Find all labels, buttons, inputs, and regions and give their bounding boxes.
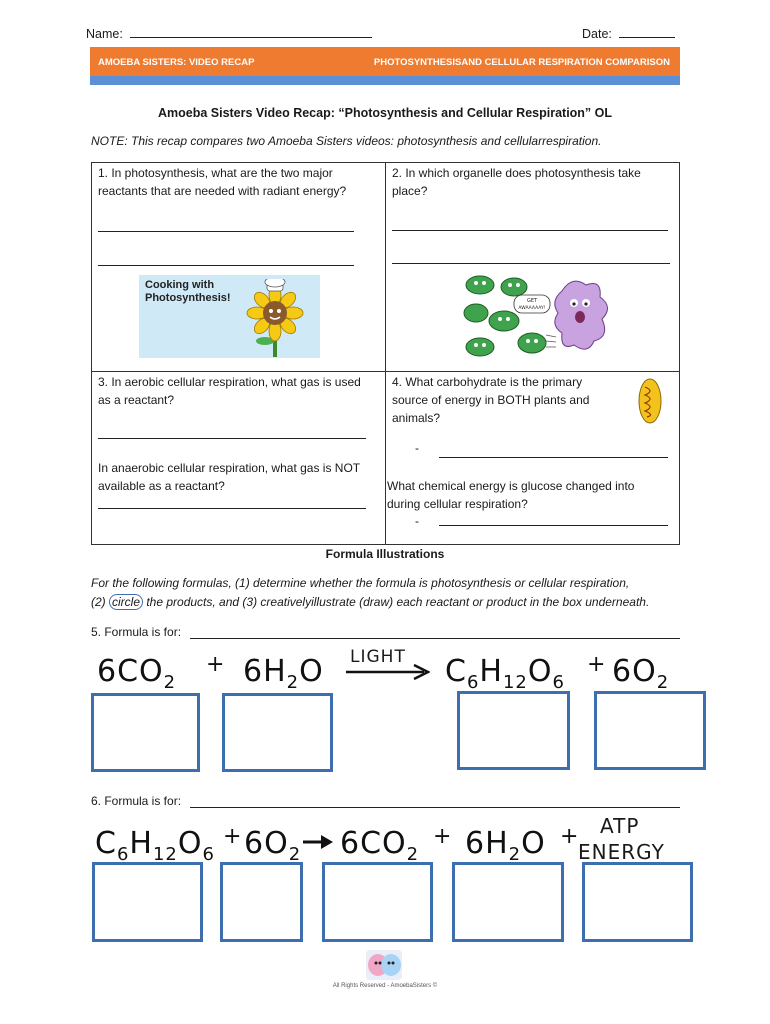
- q2-answer-line-2[interactable]: [392, 263, 670, 264]
- f6-draw-box-5[interactable]: [582, 862, 693, 942]
- chloroplasts-amoeba-image: [462, 271, 620, 361]
- f5-reactant-h2o: $6H_2O$: [243, 654, 324, 693]
- f6-atp-label: ATP: [600, 814, 640, 838]
- formula-5-label: 5. Formula is for:: [91, 625, 182, 639]
- name-row: [86, 27, 372, 41]
- q4b-dash: -: [415, 514, 419, 528]
- f6-product-h2o: $6H_2O$: [465, 826, 546, 865]
- formula-6-label: 6. Formula is for:: [91, 794, 182, 808]
- formula-section-heading: Formula Illustrations: [325, 547, 445, 561]
- f6-draw-box-3[interactable]: [322, 862, 433, 942]
- f5-draw-box-1[interactable]: [91, 693, 200, 772]
- banner-left-text: AMOEBA SISTERS: VIDEO RECAP: [98, 57, 255, 68]
- cooking-image-caption: Cooking with Photosynthesis!: [145, 279, 231, 304]
- question-3a: 3. In aerobic cellular respiration, what gas is used as a reactant?: [98, 375, 361, 407]
- page-title: Amoeba Sisters Video Recap: “Photosynthesis and Cellular Respiration” OL: [157, 106, 613, 120]
- question-2: 2. In which organelle does photosynthesis take place?: [392, 166, 641, 198]
- date-row: [582, 27, 675, 41]
- note-text: NOTE: This recap compares two Amoeba Sisters videos: photosynthesis and cellularrespiration.: [91, 134, 602, 148]
- q3b-answer-line[interactable]: [98, 508, 366, 509]
- formula-instructions-line-2: [91, 595, 649, 609]
- f6-reactant-glucose: $C_6H_{12}O_6$: [95, 826, 215, 865]
- question-1: 1. In photosynthesis, what are the two major reactants that are needed with radiant energy?: [98, 166, 347, 198]
- grid-divider-horizontal: [92, 371, 679, 372]
- name-field[interactable]: [130, 37, 372, 38]
- f5-draw-box-2[interactable]: [222, 693, 333, 772]
- f5-plus-1: +: [206, 652, 226, 677]
- mitochondria-icon: [637, 377, 663, 425]
- f5-product-o2: $6O_2$: [612, 654, 670, 693]
- f6-plus-2: +: [433, 824, 453, 849]
- f5-arrow-icon: [344, 664, 430, 680]
- sunflower-chef-icon: [235, 279, 317, 357]
- formula-6-row: [91, 794, 681, 808]
- date-field[interactable]: [619, 37, 675, 38]
- q4b-answer-line[interactable]: [439, 525, 668, 526]
- amoeba-sisters-logo: [366, 950, 402, 980]
- f5-draw-box-4[interactable]: [594, 691, 706, 770]
- q1-answer-line-1[interactable]: [98, 231, 354, 232]
- formula-5-row: [91, 625, 681, 639]
- f5-reactant-co2: $6CO_2$: [97, 654, 177, 693]
- grid-divider-vertical: [385, 163, 386, 544]
- f6-arrow-icon: [301, 834, 335, 850]
- f6-plus-1: +: [223, 824, 243, 849]
- f6-draw-box-1[interactable]: [92, 862, 203, 942]
- f6-energy-label: ENERGY: [578, 840, 665, 864]
- q4a-answer-line[interactable]: [439, 457, 668, 458]
- f6-reactant-o2: $6O_2$: [244, 826, 302, 865]
- q4a-dash: -: [415, 441, 419, 455]
- instr-2a: (2): [91, 595, 109, 609]
- f6-draw-box-2[interactable]: [220, 862, 303, 942]
- q2-answer-line-1[interactable]: [392, 230, 668, 231]
- circle-word: circle: [109, 594, 143, 610]
- question-grid: [91, 162, 680, 545]
- question-4b: What chemical energy is glucose changed into during cellular respiration?: [387, 479, 635, 511]
- banner-strip: [90, 76, 680, 85]
- question-4a: 4. What carbohydrate is the primary source of energy in BOTH plants and animals?: [392, 375, 590, 425]
- f5-draw-box-3[interactable]: [457, 691, 570, 770]
- q3a-answer-line[interactable]: [98, 438, 366, 439]
- footer-copyright: All Rights Reserved - AmoebaSisters ©: [332, 983, 438, 989]
- f5-light-label: LIGHT: [350, 647, 406, 667]
- cooking-photosynthesis-image: [139, 275, 320, 358]
- banner: [90, 47, 680, 76]
- f5-product-glucose: $C_6H_{12}O_6$: [445, 654, 565, 693]
- formula-5-answer-line[interactable]: [190, 638, 680, 639]
- f5-plus-2: +: [587, 652, 607, 677]
- question-3b: In anaerobic cellular respiration, what gas is NOT available as a reactant?: [98, 461, 360, 493]
- name-label: Name:: [86, 27, 123, 41]
- f6-draw-box-4[interactable]: [452, 862, 564, 942]
- f6-product-co2: $6CO_2$: [340, 826, 420, 865]
- formula-instructions-line-1: For the following formulas, (1) determine whether the formula is photosynthesis or cellular respiration,: [91, 576, 630, 590]
- banner-right-text: PHOTOSYNTHESISAND CELLULAR RESPIRATION COMPARISON: [373, 57, 670, 68]
- f6-plus-3: +: [560, 824, 580, 849]
- get-away-bubble-text: GET: [526, 298, 538, 304]
- q1-answer-line-2[interactable]: [98, 265, 354, 266]
- date-label: Date:: [582, 27, 612, 41]
- instr-2b: the products, and (3) creativelyillustrate (draw) each reactant or product in the box underneath.: [143, 595, 650, 609]
- svg-text:AWAAAAAY!: AWAAAAAY!: [518, 306, 546, 311]
- formula-6-answer-line[interactable]: [190, 807, 680, 808]
